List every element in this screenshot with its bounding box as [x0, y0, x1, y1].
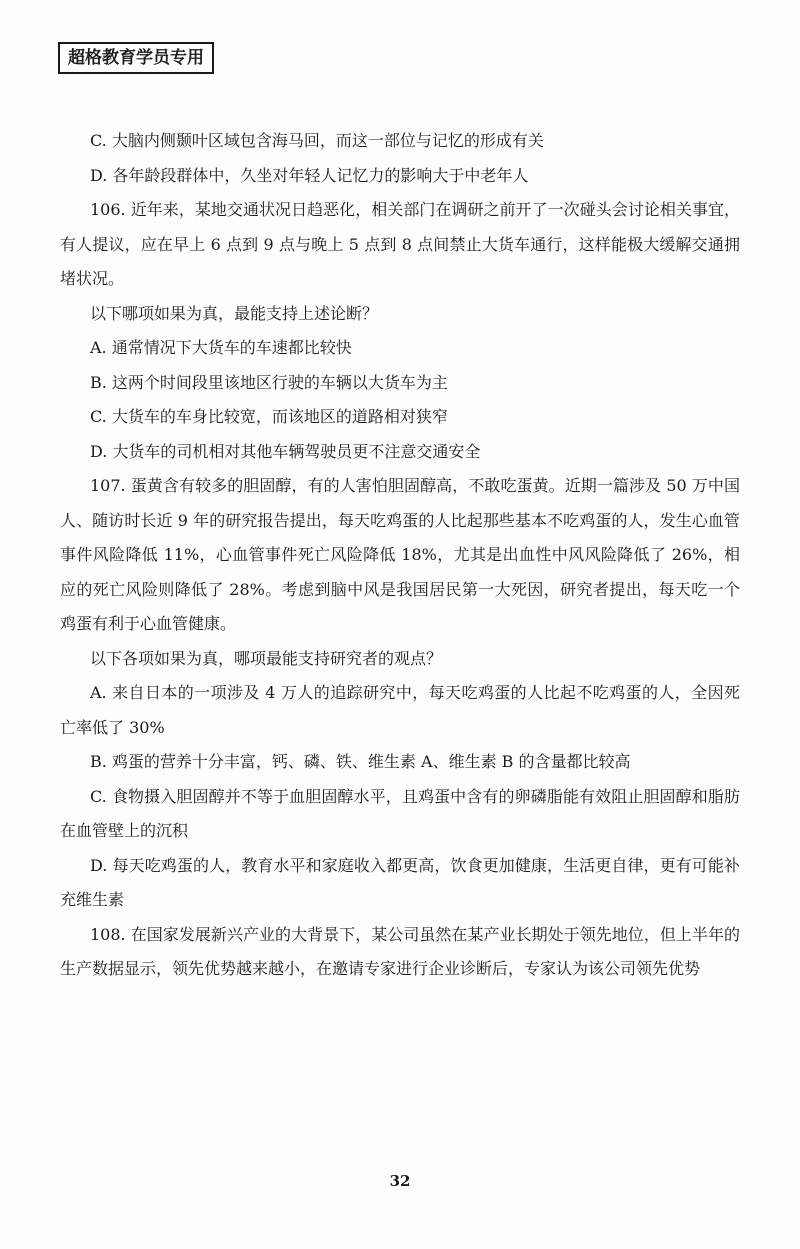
option-c-105: C. 大脑内侧颞叶区域包含海马回，而这一部位与记忆的形成有关 [90, 131, 544, 150]
option-b-107: B. 鸡蛋的营养十分丰富，钙、磷、铁、维生素 A、维生素 B 的含量都比较高 [90, 752, 631, 771]
question-107-prompt: 以下各项如果为真，哪项最能支持研究者的观点？ [90, 648, 443, 668]
question-108-stem: 108. 在国家发展新兴产业的大背景下，某公司虽然在某产业长期处于领先地位，但上半年的生产数据显示，领先优势越来越小，在邀请专家进行企业诊断后，专家认为该公司领先优势 [60, 924, 740, 978]
header-stamp: 超格教育学员专用 [58, 42, 214, 74]
page-number: 32 [389, 1172, 411, 1190]
question-106-stem: 106. 近年来，某地交通状况日趋恶化，相关部门在调研之前开了一次碰头会讨论相关事宜，有人提议，应在早上 6 点到 9 点与晚上 5 点到 8 点间禁止大货车通行，这样能极大缓解交通拥堵状况。 [60, 200, 740, 288]
option-c-106: C. 大货车的车身比较宽，而该地区的道路相对狭窄 [90, 407, 448, 426]
option-a-106: A. 通常情况下大货车的车速都比较快 [90, 338, 352, 357]
option-a-107: A. 来自日本的一项涉及 4 万人的追踪研究中，每天吃鸡蛋的人比起不吃鸡蛋的人，全因死亡率低了 30% [60, 683, 740, 737]
option-c-107: C. 食物摄入胆固醇并不等于血胆固醇水平，且鸡蛋中含有的卵磷脂能有效阻止胆固醇和脂肪在血管壁上的沉积 [60, 786, 740, 840]
question-106-prompt: 以下哪项如果为真，最能支持上述论断？ [90, 303, 379, 323]
option-d-107: D. 每天吃鸡蛋的人，教育水平和家庭收入都更高，饮食更加健康，生活更自律，更有可能补充维生素 [60, 855, 740, 909]
question-107-stem: 107. 蛋黄含有较多的胆固醇，有的人害怕胆固醇高，不敢吃蛋黄。近期一篇涉及 50 万中国人、随访时长近 9 年的研究报告提出，每天吃鸡蛋的人比起那些基本不吃鸡蛋的人，发生心血管事件风险降低 11%，心血管事件死亡风险降低 18%，尤其是出血性中风风险降低了 26%，相应的死亡风险则降低了 28%。考虑到脑中风是我国居民第一大死因，研究者提出，每天吃一个鸡蛋有利于心血管健康。 [60, 476, 740, 633]
option-d-105: D. 各年龄段群体中，久坐对年轻人记忆力的影响大于中老年人 [90, 165, 529, 185]
option-b-106: B. 这两个时间段里该地区行驶的车辆以大货车为主 [90, 372, 448, 392]
option-d-106: D. 大货车的司机相对其他车辆驾驶员更不注意交通安全 [90, 441, 481, 461]
document-body [60, 124, 740, 987]
